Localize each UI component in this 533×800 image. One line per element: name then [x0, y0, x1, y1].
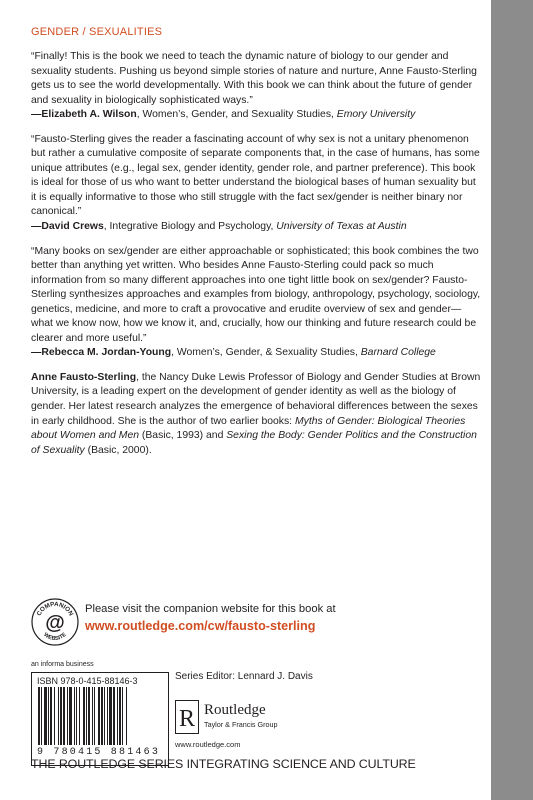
- barcode-bar: [119, 687, 121, 745]
- series-editor: Series Editor: Lennard J. Davis: [175, 671, 313, 682]
- barcode-bar: [94, 687, 95, 745]
- routledge-r-icon: [175, 700, 199, 734]
- barcode-bar: [60, 687, 62, 745]
- barcode-box: [31, 672, 169, 766]
- review-wilson: [31, 50, 481, 123]
- reviewer-role: , Women’s, Gender, and Sexuality Studies,: [136, 109, 337, 121]
- svg-text:R: R: [178, 706, 196, 732]
- barcode-icon: [36, 687, 164, 745]
- barcode-bar: [74, 687, 75, 745]
- attr-dash: —: [31, 221, 42, 233]
- reviewer-name: Elizabeth A. Wilson: [41, 109, 137, 121]
- reviewer-name: David Crews: [41, 221, 104, 233]
- companion-text: Please visit the companion website for this book at: [85, 603, 336, 615]
- companion-website-logo: [31, 598, 79, 646]
- reviewer-name: Rebecca M. Jordan-Young: [41, 347, 172, 359]
- barcode-bar: [69, 687, 72, 745]
- category-label: GENDER / SEXUALITIES: [31, 26, 163, 38]
- series-title: THE ROUTLEDGE SERIES INTEGRATING SCIENCE AND CULTURE: [31, 757, 416, 771]
- review-jordan-young: [31, 245, 481, 361]
- bio-text: (Basic, 1993) and: [139, 430, 227, 442]
- barcode-bar: [76, 687, 77, 745]
- barcode-bar: [113, 687, 115, 745]
- review-attribution: [31, 346, 481, 361]
- publisher-web: www.routledge.com: [175, 740, 241, 749]
- companion-url-link[interactable]: www.routledge.com/cw/fausto-sterling: [85, 619, 316, 633]
- logo-text-top: COMPANION: [35, 600, 75, 618]
- review-quote: “Many books on sex/gender are either approachable or sophisticated; this book combines the two better than anything yet written. Who besides Anne Fausto-Sterling could pack so much information from so many different approaches into one tight little book on sex/gender? Fausto-Sterling synthesizes approaches and examples from biology, anthropology, psychology, sociology, genetics, medicine, and more to craft a provocative and erudite overview of sex and gender—what we know now, how we know it, and, crucially, how our thinking and future research could be clearer and more useful.”: [31, 245, 481, 344]
- barcode-bar: [67, 687, 68, 745]
- barcode-bar: [83, 687, 85, 745]
- barcode-bar: [41, 687, 42, 745]
- barcode-digits: 9 780415 881463: [37, 747, 161, 758]
- book-title: Sexing the Body: Gender Politics and the Construction of Sexuality: [31, 430, 477, 456]
- review-attribution: [31, 108, 481, 123]
- barcode-bar: [86, 687, 87, 745]
- bio-text: , the Nancy Duke Lewis Professor of Biology and Gender Studies at Brown University, is a leading expert on the development of gender identity as well as the biology of gender. Her latest research analyzes the emergence of behavioral differences between the sexes in early childhood. She is the author of two earlier books:: [31, 371, 481, 427]
- review-quote: “Fausto-Sterling gives the reader a fascinating account of why sex is not a unitary phenomenon but rather a cumulative composite of separate components that, in the case of humans, has some unique attributes (e.g., legal sex, gender identity, gender role, and partner preference). This book is ideal for those of us who want to better understand the biological bases of human sexuality but it is equally informative to those who still struggle with the fact sex/gender is neither binary nor canonical.”: [31, 133, 480, 218]
- barcode-bar: [107, 687, 108, 745]
- barcode-bar: [44, 687, 47, 745]
- barcode-bar: [92, 687, 93, 745]
- publisher-sub: Taylor & Francis Group: [204, 720, 278, 729]
- reviewer-role: , Women’s, Gender, & Sexuality Studies,: [171, 347, 361, 359]
- spine-stripe: [491, 0, 533, 800]
- bio-text: (Basic, 2000).: [84, 444, 152, 456]
- publisher-logo: [175, 700, 345, 736]
- barcode-bar: [88, 687, 90, 745]
- at-sign-icon: @: [45, 612, 65, 634]
- author-name: Anne Fausto-Sterling: [31, 371, 137, 383]
- barcode-bar: [50, 687, 52, 745]
- informa-label: an informa business: [31, 661, 94, 668]
- isbn-label: ISBN 978-0-415-88146-3: [37, 676, 138, 686]
- review-attribution: [31, 220, 481, 235]
- barcode-bar: [79, 687, 80, 745]
- review-quote: “Finally! This is the book we need to teach the dynamic nature of biology to our gender and sexuality students. Pushing us beyond simple stories of nature and nurture, Anne Fausto-Sterling gets us to see the world developmentally. With this book we can think about the future of gender and sexuality in biologically sophisticated ways.”: [31, 51, 477, 106]
- author-bio: [31, 371, 481, 458]
- barcode-bar: [126, 687, 127, 745]
- barcode-bar: [54, 687, 55, 745]
- reviewer-institution: Barnard College: [360, 347, 436, 359]
- book-title: Myths of Gender: Biological Theories about Women and Men: [31, 415, 466, 442]
- logo-text-bottom: WEBSITE: [42, 631, 68, 643]
- barcode-bar: [101, 687, 103, 745]
- attr-dash: —: [31, 347, 42, 359]
- reviewer-institution: Emory University: [336, 109, 416, 121]
- barcode-bar: [98, 687, 100, 745]
- reviews-section: [31, 50, 481, 458]
- companion-website: [31, 598, 501, 650]
- barcode-bar: [48, 687, 49, 745]
- attr-dash: —: [31, 109, 42, 121]
- barcode-bar: [63, 687, 65, 745]
- barcode-bar: [117, 687, 118, 745]
- publisher-name: Routledge: [204, 702, 266, 718]
- barcode-bar: [58, 687, 59, 745]
- reviewer-institution: University of Texas at Austin: [276, 221, 407, 233]
- barcode-bar: [109, 687, 112, 745]
- barcode-bar: [38, 687, 40, 745]
- reviewer-role: , Integrative Biology and Psychology,: [103, 221, 277, 233]
- barcode-bar: [122, 687, 123, 745]
- barcode-bar: [104, 687, 105, 745]
- review-crews: [31, 133, 481, 235]
